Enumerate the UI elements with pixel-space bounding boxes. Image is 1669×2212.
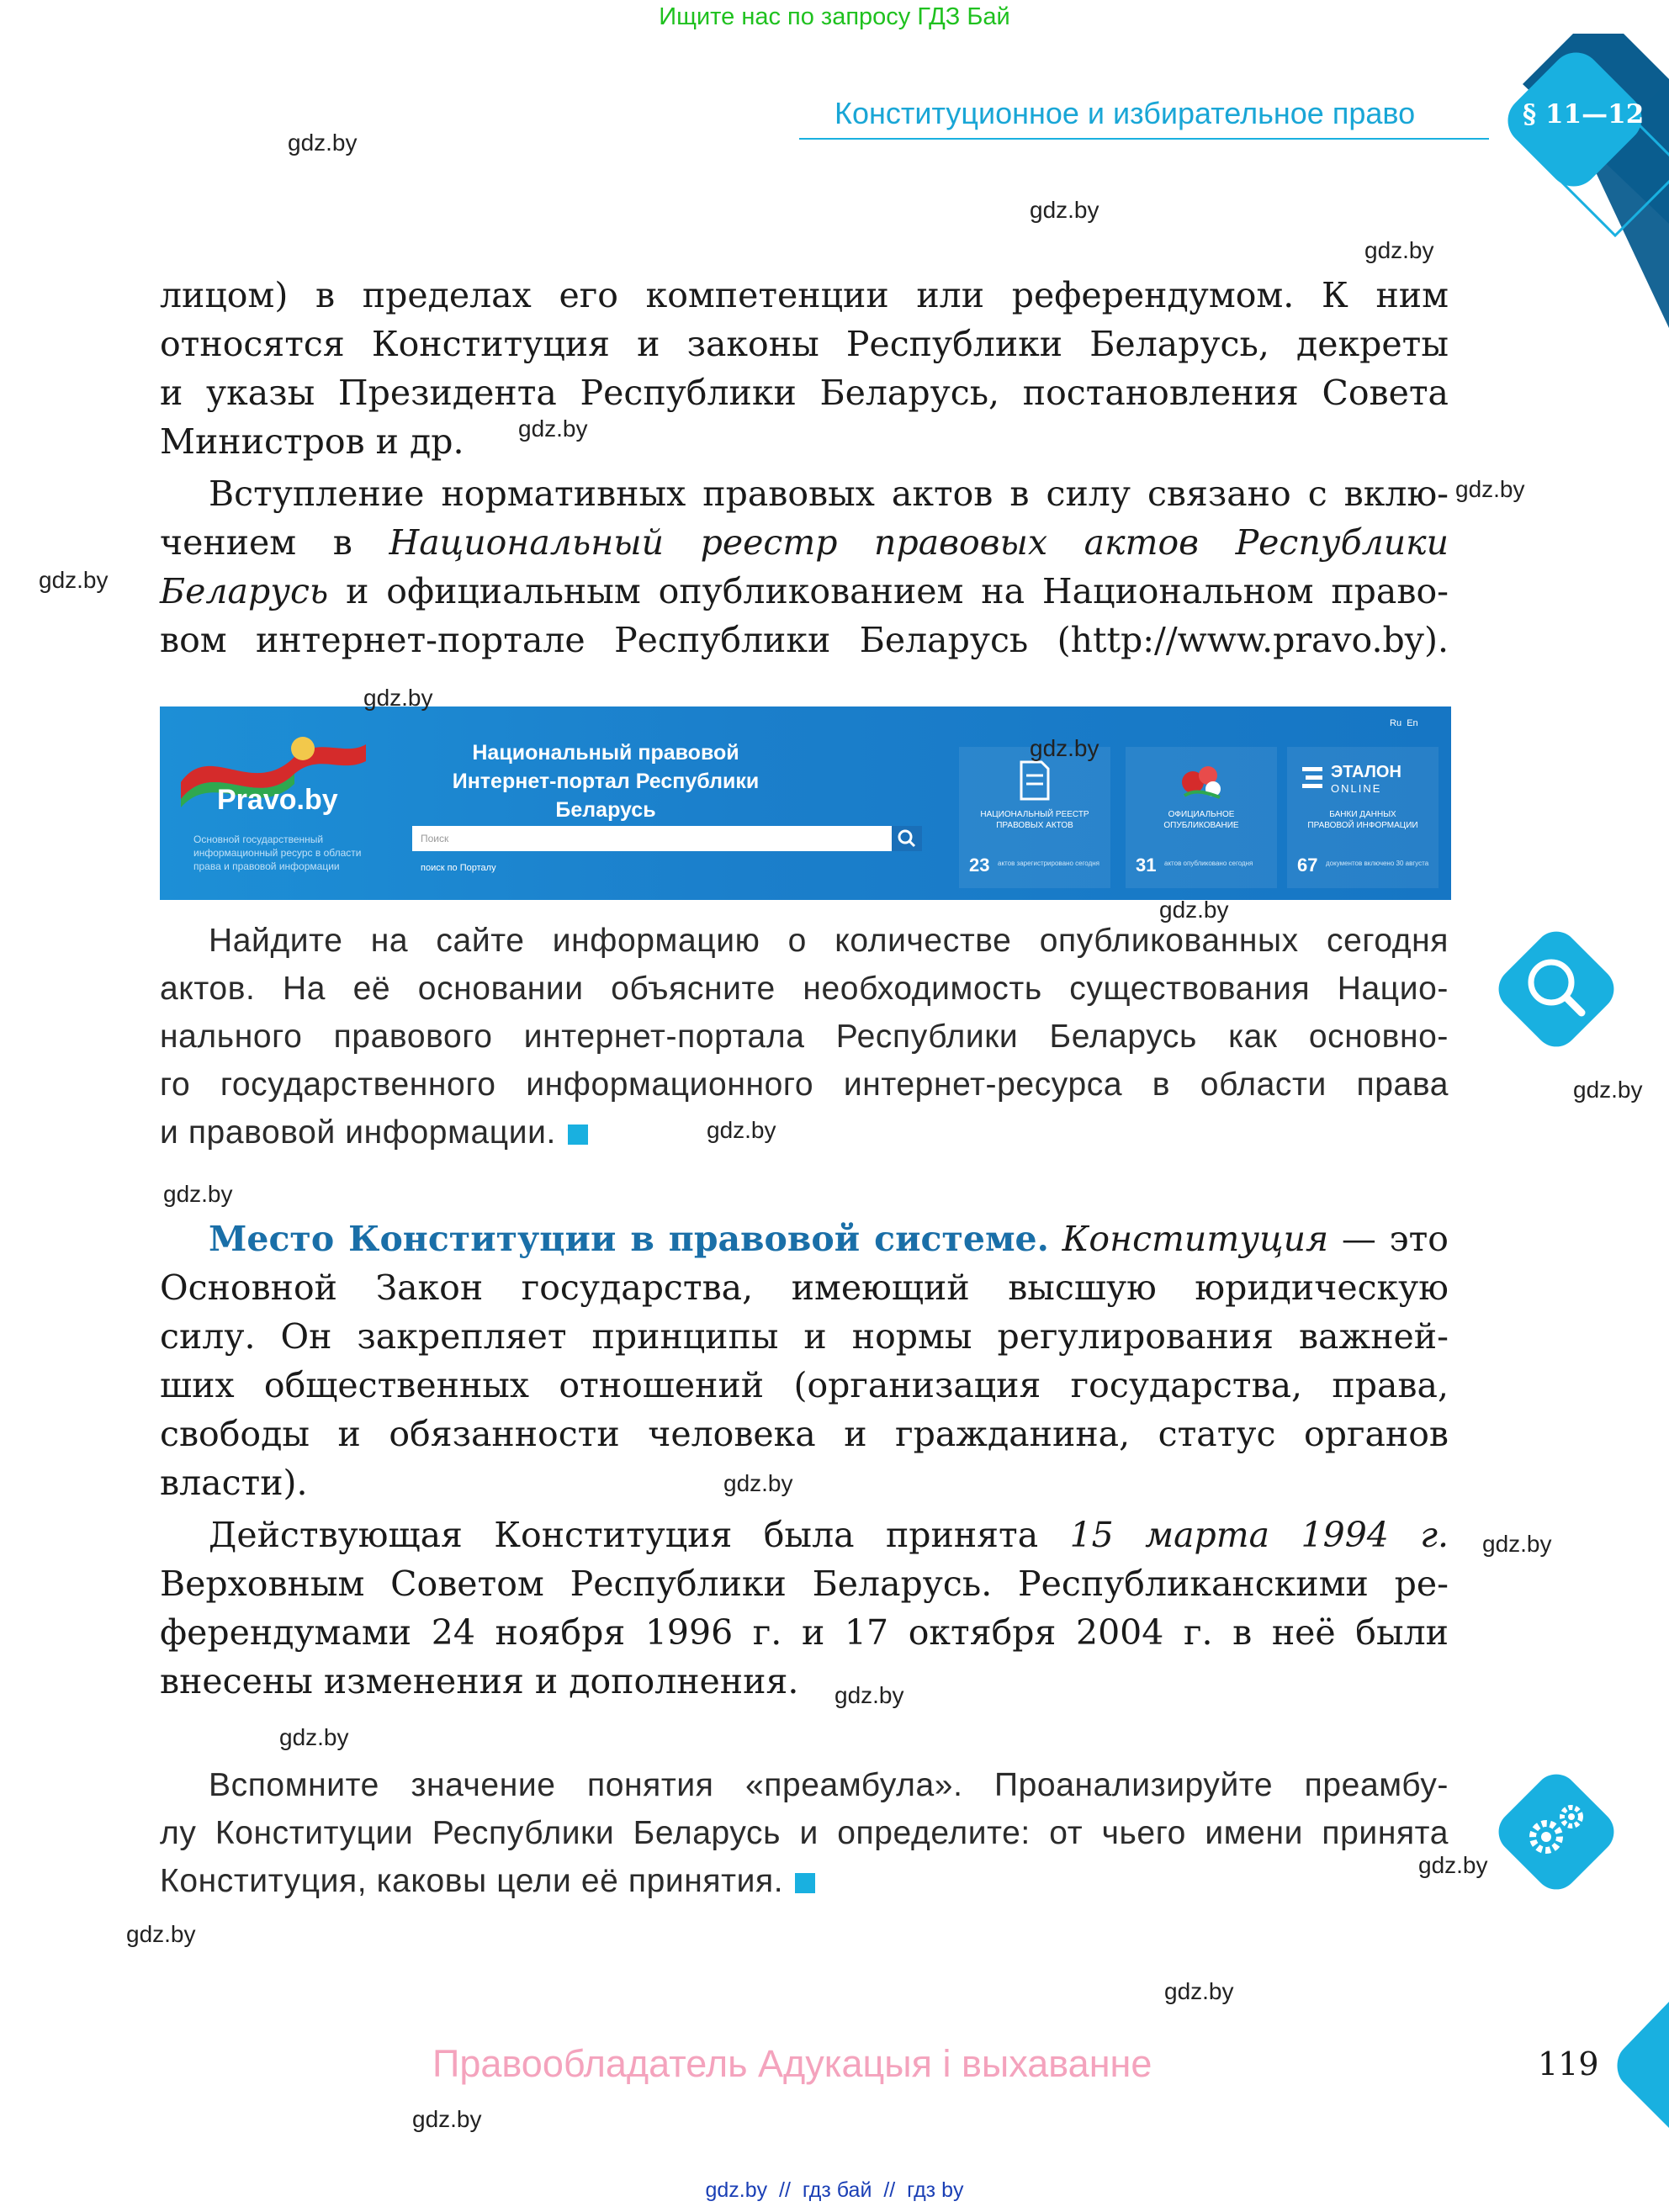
tile-count: 67	[1297, 855, 1318, 876]
text-line	[160, 567, 1449, 616]
tile-label-line: ОФИЦИАЛЬНОЕ	[1168, 810, 1235, 819]
tile-count: 31	[1136, 855, 1157, 876]
text-line: и указы Президента Республики Беларусь, постановления Совета	[160, 373, 1449, 413]
watermark: gdz.by	[163, 1181, 233, 1207]
section-badge: § 11—12	[1523, 99, 1645, 130]
text-line: нального правового интернет-портала Республики Беларусь как основно-	[160, 1019, 1449, 1055]
flowers-emblem-icon	[1176, 759, 1227, 802]
tile-note: актов зарегистрировано сегодня	[998, 860, 1099, 867]
text-line: власти).	[160, 1463, 308, 1503]
watermark: gdz.by	[126, 1921, 196, 1947]
text-run: и правовой информации.	[160, 1114, 556, 1151]
text-line: ферендумами 24 ноября 1996 г. и 17 октября 2004 г. в неё были	[160, 1612, 1449, 1653]
search-task-icon	[1489, 922, 1624, 1056]
running-title: Конституционное и избирательное право	[834, 96, 1416, 130]
tile-registry[interactable]	[959, 747, 1110, 888]
tile-note: документов включено 30 августа	[1326, 860, 1429, 867]
text-line	[160, 1214, 1449, 1263]
adoption-date: 15 марта 1994 г.	[1069, 1515, 1449, 1555]
copyright-notice: Правообладатель Адукацыя і выхаванне	[432, 2042, 1152, 2085]
text-line: Министров и др.	[160, 421, 464, 462]
etalon-line: ЭТАЛОН	[1331, 763, 1401, 781]
watermark: gdz.by	[39, 567, 109, 593]
logo-desc-line: информационный ресурс в области	[193, 847, 362, 859]
text-run: Действующая Конституция была принята	[209, 1515, 1070, 1555]
watermark: gdz.by	[288, 130, 358, 156]
text-line: ших общественных отношений (организация государства, права,	[160, 1365, 1449, 1405]
search-button[interactable]	[892, 826, 922, 851]
pravo-portal-banner	[160, 706, 1451, 900]
text-line: свободы и обязанности человека и гражданина, статус органов	[160, 1414, 1449, 1454]
text-run: чением в	[160, 522, 389, 563]
text-run: — это	[1328, 1219, 1449, 1259]
tile-label-line: БАНКИ ДАННЫХ	[1329, 810, 1396, 819]
watermark: gdz.by	[1455, 476, 1525, 502]
logo-desc-line: права и правовой информации	[193, 860, 340, 872]
search-icon	[892, 826, 922, 851]
top-search-banner: Ищите нас по запросу ГДЗ Бай	[659, 3, 1010, 30]
tile-label	[1287, 809, 1439, 831]
registry-name: Национальный реестр правовых актов Республики	[389, 522, 1449, 563]
watermark: gdz.by	[707, 1117, 776, 1143]
registry-name-end: Беларусь	[160, 571, 329, 611]
task-2	[160, 1761, 1449, 1905]
tile-databanks[interactable]	[1287, 747, 1439, 888]
text-line: Вспомните значение понятия «преамбула». Проанализируйте преамбу-	[209, 1767, 1449, 1803]
header-corner-decoration	[1464, 34, 1669, 353]
tile-label-line: НАЦИОНАЛЬНЫЙ РЕЕСТР	[980, 810, 1089, 819]
watermark: gdz.by	[1573, 1077, 1643, 1103]
watermark: gdz.by	[279, 1724, 349, 1750]
tile-label-line: ОПУБЛИКОВАНИЕ	[1163, 821, 1239, 830]
paragraph-2	[160, 469, 1449, 664]
tile-label	[959, 809, 1110, 831]
etalon-line: ONLINE	[1331, 782, 1382, 795]
tile-count: 23	[969, 855, 990, 876]
logo-description	[193, 833, 361, 873]
text-line: вом интернет-портале Республики Беларусь (http://www.pravo.by).	[160, 620, 1449, 660]
search-input[interactable]	[412, 826, 892, 851]
page-number: 119	[1538, 2045, 1599, 2082]
portal-title-line: Национальный правовой	[472, 741, 739, 765]
search-placeholder: Поиск	[421, 833, 449, 844]
portal-title	[429, 738, 782, 824]
watermark: gdz.by	[1159, 897, 1229, 923]
text-line: Основной Закон государства, имеющий высшую юридическую	[160, 1267, 1449, 1308]
paragraph-4	[160, 1511, 1449, 1706]
text-line: Вступление нормативных правовых актов в силу связано с вклю-	[209, 474, 1449, 514]
text-line	[160, 1511, 1449, 1559]
tile-note: актов опубликовано сегодня	[1164, 860, 1253, 867]
tile-label-line: ПРАВОВЫХ АКТОВ	[996, 821, 1073, 830]
lang-en[interactable]: En	[1407, 718, 1418, 728]
watermark: gdz.by	[1482, 1531, 1552, 1557]
text-line: силу. Он закрепляет принципы и нормы регулирования важней-	[160, 1316, 1449, 1357]
text-line	[160, 1857, 1449, 1905]
text-line: актов. На её основании объясните необходимость существования Нацио-	[160, 971, 1449, 1007]
language-switch[interactable]	[1390, 718, 1418, 728]
text-line: относятся Конституция и законы Республики Беларусь, декреты	[160, 324, 1449, 364]
watermark: gdz.by	[518, 415, 588, 442]
etalon-logo-icon	[1301, 764, 1326, 792]
constitution-section	[160, 1214, 1449, 1507]
text-line: лицом) в пределах его компетенции или референдумом. К ним	[160, 275, 1449, 315]
end-marker	[568, 1125, 588, 1145]
search-scope-select[interactable]	[412, 856, 892, 880]
search-scope-label: поиск по Порталу	[421, 863, 496, 873]
gears-task-icon	[1489, 1765, 1624, 1899]
watermark: gdz.by	[1418, 1852, 1488, 1878]
text-run: Конституция, каковы цели её принятия.	[160, 1863, 784, 1899]
watermark: gdz.by	[834, 1682, 904, 1708]
text-line: внесены изменения и дополнения.	[160, 1661, 799, 1701]
logo-text: Pravo.by	[217, 784, 338, 816]
text-run: и официальным опубликованием на Национальном право-	[328, 571, 1449, 611]
text-line: го государственного информационного интернет-ресурса в области права	[160, 1066, 1449, 1103]
watermark: gdz.by	[412, 2106, 482, 2132]
text-line: Найдите на сайте информацию о количестве опубликованных сегодня	[209, 923, 1449, 959]
watermark: gdz.by	[723, 1470, 793, 1496]
text-line: лу Конституции Республики Беларусь и определите: от чьего имени принята	[160, 1815, 1449, 1851]
text-line	[160, 518, 1449, 567]
watermark: gdz.by	[1164, 1978, 1234, 2004]
document-icon	[1016, 759, 1053, 802]
tile-label-line: ПРАВОВОЙ ИНФОРМАЦИИ	[1307, 821, 1418, 830]
term: Конституция	[1062, 1219, 1329, 1259]
tile-label	[1126, 809, 1277, 831]
watermark: gdz.by	[1364, 237, 1434, 263]
footer-links[interactable]: gdz.by // гдз бай // гдз by	[705, 2178, 964, 2202]
lang-ru[interactable]: Ru	[1390, 718, 1402, 728]
page-corner-tab	[1615, 2002, 1669, 2128]
watermark: gdz.by	[1030, 735, 1099, 761]
task-1	[160, 917, 1449, 1156]
header-rule	[799, 138, 1489, 140]
paragraph-1	[160, 271, 1449, 466]
etalon-title	[1331, 764, 1401, 797]
text-line: Верховным Советом Республики Беларусь. Республиканскими ре-	[160, 1564, 1449, 1604]
portal-title-line: Интернет-портал Республики Беларусь	[452, 770, 760, 822]
watermark: gdz.by	[1030, 197, 1099, 223]
tile-publication[interactable]	[1126, 747, 1277, 888]
section-heading: Место Конституции в правовой системе.	[209, 1219, 1049, 1259]
logo-desc-line: Основной государственный	[193, 833, 324, 845]
watermark: gdz.by	[363, 685, 433, 711]
end-marker	[795, 1873, 815, 1893]
text-line	[160, 1109, 1449, 1156]
